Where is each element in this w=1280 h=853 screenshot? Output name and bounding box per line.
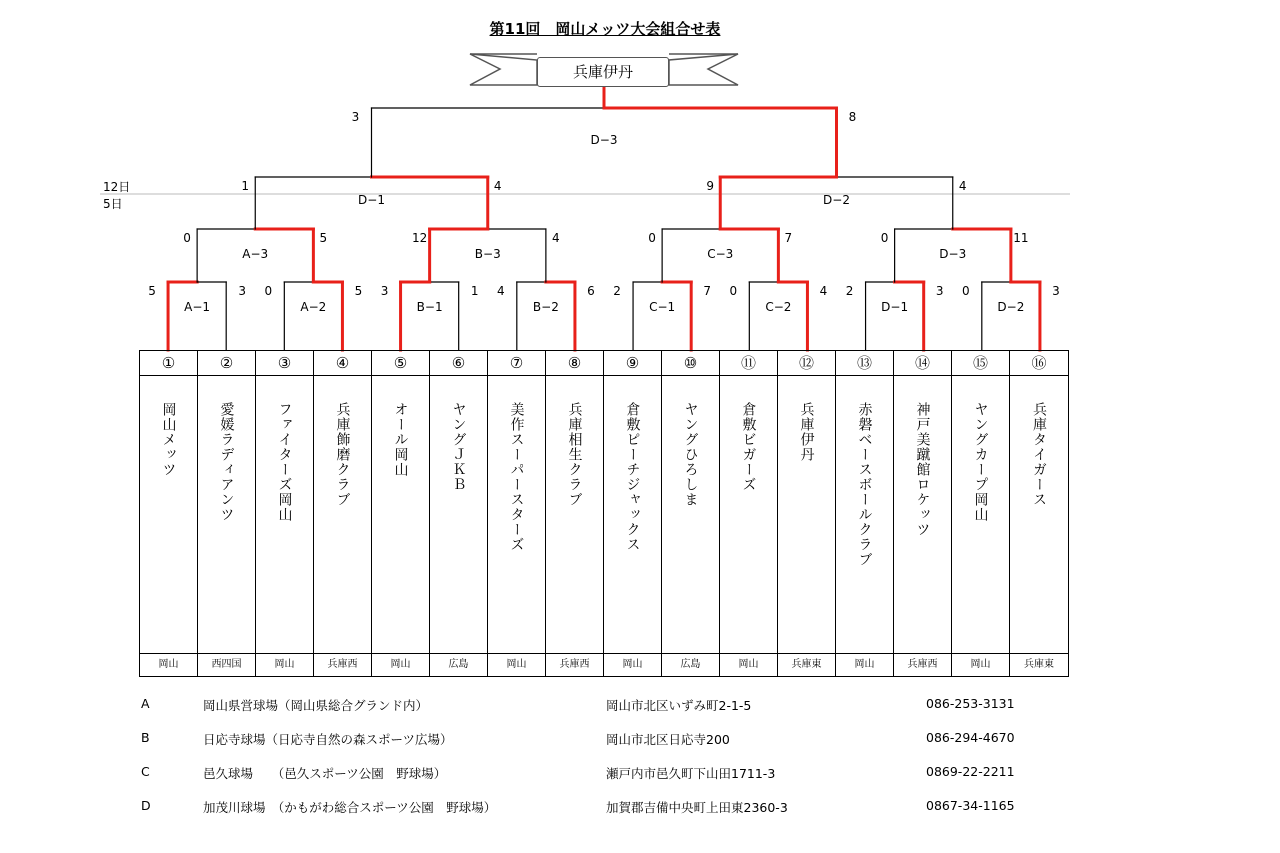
team-name-cell — [256, 376, 313, 654]
team-name: 倉敷ビガーズ — [740, 402, 757, 492]
venue-letter: D — [141, 798, 151, 813]
team-number: ⑮ — [952, 351, 1009, 376]
team-number: ⑩ — [662, 351, 719, 376]
team-name-cell — [372, 376, 429, 654]
team-column — [836, 351, 894, 676]
score-left: 0 — [648, 231, 656, 245]
venue-row — [141, 790, 1141, 824]
team-name-cell — [720, 376, 777, 654]
venue-row — [141, 756, 1141, 790]
score-left: 4 — [496, 284, 505, 298]
venue-letter: A — [141, 696, 150, 711]
score-left: 12 — [411, 231, 428, 245]
venue-letter: B — [141, 730, 150, 745]
game-label: B−3 — [474, 247, 501, 261]
team-number: ⑯ — [1010, 351, 1068, 376]
team-column — [1010, 351, 1068, 676]
venue-address: 岡山市北区日応寺200 — [606, 732, 730, 747]
team-column — [604, 351, 662, 676]
score-right: 4 — [958, 179, 967, 193]
team-region: 岡山 — [274, 659, 295, 670]
game-label: D−1 — [881, 300, 909, 314]
team-name-cell — [1010, 376, 1068, 654]
game-label: C−2 — [765, 300, 792, 314]
team-number: ⑬ — [836, 351, 893, 376]
team-number: ③ — [256, 351, 313, 376]
team-region: 岡山 — [970, 659, 991, 670]
team-column — [430, 351, 488, 676]
venue-phone: 0869-22-2211 — [926, 764, 1015, 779]
team-column — [372, 351, 430, 676]
game-label: C−1 — [649, 300, 676, 314]
team-column — [256, 351, 314, 676]
score-left: 0 — [880, 231, 889, 245]
teams-table — [139, 350, 1069, 677]
team-number: ⑨ — [604, 351, 661, 376]
game-label: D−1 — [358, 193, 385, 207]
team-region: 広島 — [448, 659, 469, 670]
team-name-cell — [604, 376, 661, 654]
game-label: D−2 — [823, 193, 850, 207]
score-right: 4 — [819, 284, 828, 298]
team-name-cell — [836, 376, 893, 654]
team-number: ⑫ — [778, 351, 835, 376]
score-left: 0 — [183, 231, 191, 245]
game-label: B−2 — [532, 300, 559, 314]
team-column — [140, 351, 198, 676]
game-label: B−1 — [416, 300, 443, 314]
team-region: 兵庫西 — [559, 659, 590, 670]
team-name-cell — [198, 376, 255, 654]
score-right: 5 — [354, 284, 363, 298]
game-label: D−3 — [939, 247, 967, 261]
team-number: ⑥ — [430, 351, 487, 376]
team-name-cell — [140, 376, 197, 654]
team-column — [720, 351, 778, 676]
venue-name: 岡山県営球場（岡山県総合グランド内） — [203, 698, 429, 713]
venue-name: 日応寺球場（日応寺自然の森スポーツ広場） — [203, 732, 453, 747]
venue-name: 加茂川球場 （かもがわ総合スポーツ公園 野球場） — [203, 800, 497, 815]
team-name: ヤングひろしま — [682, 402, 699, 507]
team-column — [662, 351, 720, 676]
team-region: 兵庫西 — [327, 659, 358, 670]
score-left: 1 — [241, 179, 250, 193]
score-right: 3 — [1052, 284, 1060, 298]
day-label-12: 12日 — [103, 180, 131, 194]
venue-letter: C — [141, 764, 150, 779]
score-right: 1 — [470, 284, 479, 298]
team-name: 兵庫伊丹 — [798, 402, 815, 462]
team-name: ヤングカープ岡山 — [972, 402, 989, 522]
team-name-cell — [546, 376, 603, 654]
team-column — [198, 351, 256, 676]
team-region: 兵庫東 — [1024, 659, 1054, 670]
team-name: ヤングＪＫＢ — [450, 402, 467, 492]
team-name-cell — [488, 376, 545, 654]
team-column — [952, 351, 1010, 676]
score-left: 3 — [351, 110, 360, 124]
team-name: 兵庫タイガース — [1031, 402, 1047, 507]
team-name: ファイターズ岡山 — [276, 402, 293, 522]
score-left: 0 — [264, 284, 273, 298]
team-column — [488, 351, 546, 676]
team-name-cell — [778, 376, 835, 654]
game-label: A−2 — [300, 300, 327, 314]
venue-phone: 086-253-3131 — [926, 696, 1015, 711]
team-name: 美作スーパースターズ — [508, 402, 525, 552]
score-right: 11 — [1013, 231, 1029, 245]
team-name: 岡山メッツ — [160, 402, 177, 477]
team-name: オール岡山 — [392, 402, 409, 477]
venue-phone: 0867-34-1165 — [926, 798, 1015, 813]
score-left: 9 — [706, 179, 715, 193]
team-number: ② — [198, 351, 255, 376]
venue-address: 加賀郡吉備中央町上田東2360-3 — [606, 800, 788, 815]
day-label-5: 5日 — [103, 197, 123, 211]
score-right: 6 — [587, 284, 595, 298]
team-number: ⑧ — [546, 351, 603, 376]
team-name: 愛媛ラディアンツ — [218, 402, 235, 522]
team-number: ① — [140, 351, 197, 376]
venue-row — [141, 722, 1141, 756]
team-region: 岡山 — [738, 659, 759, 670]
score-right: 3 — [238, 284, 247, 298]
team-name: 倉敷ピーチジャックス — [624, 402, 641, 552]
game-label: C−3 — [707, 247, 734, 261]
champion-name: 兵庫伊丹 — [537, 57, 669, 87]
team-column — [894, 351, 952, 676]
score-left: 3 — [380, 284, 389, 298]
score-right: 4 — [493, 179, 502, 193]
score-right: 5 — [319, 231, 328, 245]
score-right: 7 — [784, 231, 793, 245]
score-right: 4 — [552, 231, 560, 245]
team-name-cell — [952, 376, 1009, 654]
score-right: 7 — [703, 284, 712, 298]
game-label: A−3 — [242, 247, 269, 261]
team-region: 岡山 — [390, 659, 411, 670]
venue-address: 岡山市北区いずみ町2-1-5 — [606, 698, 752, 713]
page-title: 第11回 岡山メッツ大会組合せ表 — [489, 20, 721, 38]
team-number: ⑭ — [894, 351, 951, 376]
score-right: 8 — [848, 110, 857, 124]
team-column — [314, 351, 372, 676]
score-left: 2 — [845, 284, 854, 298]
venue-name: 邑久球場 （邑久スポーツ公園 野球場） — [203, 766, 447, 781]
team-name: 兵庫飾磨クラブ — [334, 402, 351, 507]
score-left: 0 — [729, 284, 738, 298]
game-label: D−2 — [997, 300, 1025, 314]
team-number: ⑦ — [488, 351, 545, 376]
team-name: 神戸美蹴館ロケッツ — [914, 402, 931, 537]
team-number: ⑪ — [720, 351, 777, 376]
bracket-lines — [168, 87, 1040, 350]
team-name: 赤磐ベースボールクラブ — [856, 402, 873, 567]
score-left: 5 — [148, 284, 156, 298]
team-number: ④ — [314, 351, 371, 376]
team-region: 岡山 — [854, 659, 875, 670]
team-number: ⑤ — [372, 351, 429, 376]
team-region: 広島 — [680, 659, 701, 670]
venue-row — [141, 688, 1141, 722]
team-name-cell — [314, 376, 371, 654]
team-column — [778, 351, 836, 676]
team-region: 西四国 — [211, 659, 242, 670]
team-region: 兵庫西 — [907, 659, 938, 670]
team-column — [546, 351, 604, 676]
game-label: D−3 — [590, 133, 618, 147]
score-left: 2 — [613, 284, 621, 298]
team-region: 岡山 — [158, 659, 179, 670]
score-left: 0 — [961, 284, 970, 298]
venue-phone: 086-294-4670 — [926, 730, 1015, 745]
venue-list — [141, 688, 1141, 824]
score-right: 3 — [935, 284, 944, 298]
team-name: 兵庫相生クラブ — [566, 402, 583, 507]
team-name-cell — [662, 376, 719, 654]
venue-address: 瀬戸内市邑久町下山田1711-3 — [606, 766, 776, 781]
team-region: 岡山 — [506, 659, 527, 670]
game-label: A−1 — [184, 300, 211, 314]
team-region: 岡山 — [622, 659, 643, 670]
team-name-cell — [894, 376, 951, 654]
team-name-cell — [430, 376, 487, 654]
team-region: 兵庫東 — [791, 659, 822, 670]
